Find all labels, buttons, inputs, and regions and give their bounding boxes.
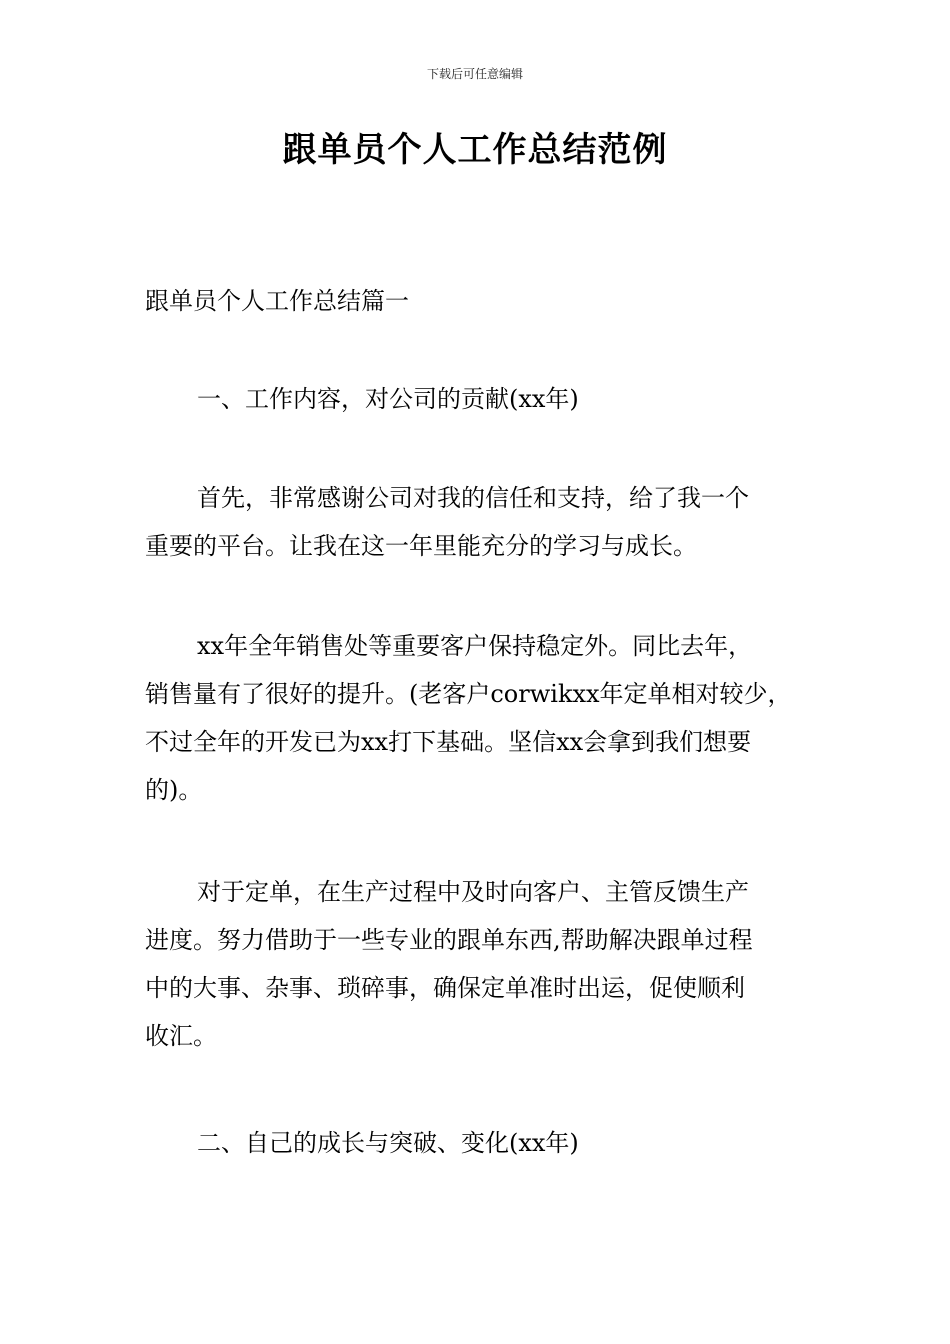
paragraph-line: 收汇。	[145, 1022, 217, 1050]
paragraph-line: 中的大事、杂事、琐碎事，确保定单准时出运，促使顺利	[145, 974, 745, 1002]
paragraph-line: 的)。	[145, 776, 203, 804]
paragraph-line: 首先，非常感谢公司对我的信任和支持，给了我一个	[197, 484, 749, 512]
paragraph-2	[145, 622, 835, 814]
paragraph-3	[145, 868, 835, 1060]
paragraph-line: 进度。努力借助于一些专业的跟单东西,帮助解决跟单过程	[145, 926, 753, 954]
header-note: 下载后可任意编辑	[426, 67, 523, 81]
paragraph-line: xx年全年销售处等重要客户保持稳定外。同比去年，	[197, 632, 753, 660]
section-heading: 跟单员个人工作总结篇一	[145, 287, 409, 315]
paragraph-line: 不过全年的开发已为xx打下基础。坚信xx会拿到我们想要	[145, 728, 752, 756]
document-title: 跟单员个人工作总结范例	[282, 130, 668, 170]
paragraph-1	[145, 474, 835, 570]
item-2-heading: 二、自己的成长与突破、变化(xx年)	[197, 1129, 579, 1157]
paragraph-line: 销售量有了很好的提升。(老客户corwikxx年定单相对较少，	[145, 680, 792, 708]
item-1-heading: 一、工作内容，对公司的贡献(xx年)	[197, 385, 579, 413]
paragraph-line: 对于定单，在生产过程中及时向客户、主管反馈生产	[197, 878, 749, 906]
paragraph-line: 重要的平台。让我在这一年里能充分的学习与成长。	[145, 532, 697, 560]
